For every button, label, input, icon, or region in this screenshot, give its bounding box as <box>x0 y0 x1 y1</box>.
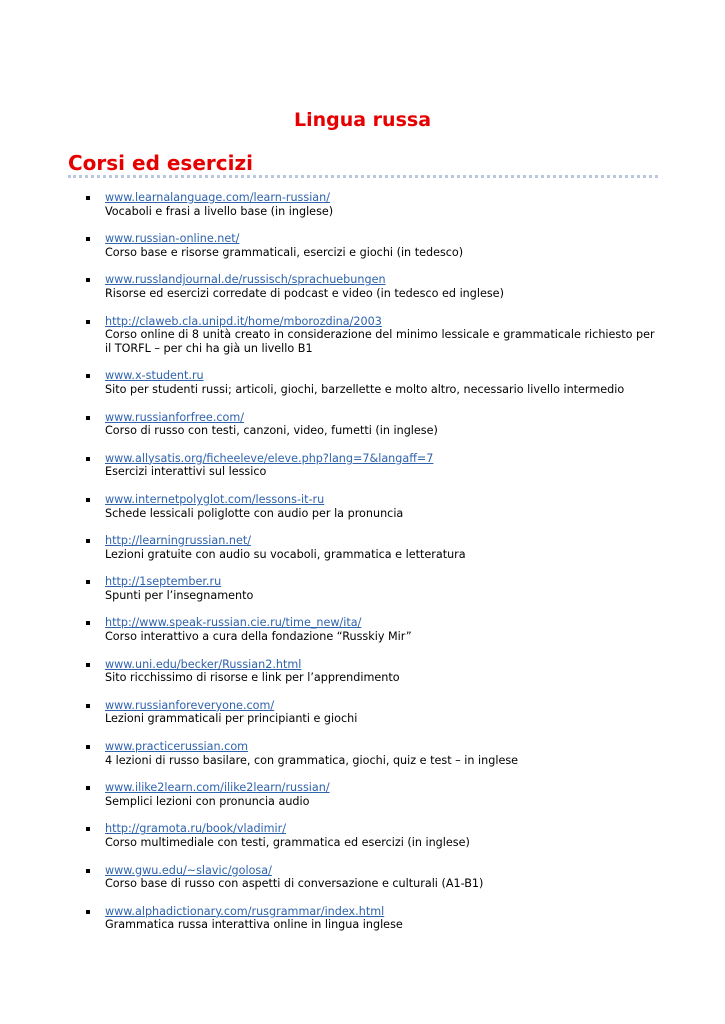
document-title: Lingua russa <box>293 109 432 131</box>
bullet-icon <box>86 663 90 667</box>
list-item <box>0 616 725 643</box>
list-item <box>0 191 725 218</box>
list-item <box>0 740 725 767</box>
bullet-icon <box>86 704 90 708</box>
resource-description: Corso online di 8 unità creato in considerazione del minimo lessicale e grammaticale richiesto per il TORFL – per chi ha già un livello B1 <box>105 328 655 355</box>
resource-description: Corso interattivo a cura della fondazione “Russkiy Mir” <box>105 630 412 644</box>
list-item <box>0 781 725 808</box>
bullet-icon <box>86 621 90 625</box>
section-heading: Corsi ed esercizi <box>68 151 253 175</box>
resource-description: Sito per studenti russi; articoli, giochi, barzellette e molto altro, necessario livello intermedio <box>105 382 625 396</box>
bullet-icon <box>86 786 90 790</box>
resource-link[interactable]: www.russlandjournal.de/russisch/sprachuebungen <box>105 273 386 287</box>
bullet-icon <box>86 498 90 502</box>
resource-link[interactable]: www.russianforfree.com/ <box>105 410 245 424</box>
bullet-icon <box>86 416 90 420</box>
list-item <box>0 411 725 438</box>
list-item <box>0 273 725 300</box>
list-item <box>0 452 725 479</box>
list-item <box>0 575 725 602</box>
bullet-icon <box>86 374 90 378</box>
bullet-icon <box>86 827 90 831</box>
list-item <box>0 905 725 932</box>
resource-description: 4 lezioni di russo basilare, con grammatica, giochi, quiz e test – in inglese <box>105 753 519 767</box>
list-item <box>0 315 725 356</box>
resource-list <box>0 191 725 946</box>
resource-description: Risorse ed esercizi corredate di podcast e video (in tedesco ed inglese) <box>105 286 504 300</box>
resource-link[interactable]: www.russian-online.net/ <box>105 232 240 246</box>
list-item <box>0 864 725 891</box>
resource-description: Lezioni gratuite con audio su vocaboli, grammatica e letteratura <box>105 547 466 561</box>
bullet-icon <box>86 196 90 200</box>
list-item <box>0 369 725 396</box>
resource-link[interactable]: www.russianforeveryone.com/ <box>105 698 275 712</box>
bullet-icon <box>86 278 90 282</box>
resource-link[interactable]: www.internetpolyglot.com/lessons-it-ru <box>105 492 325 506</box>
list-item <box>0 493 725 520</box>
list-item <box>0 658 725 685</box>
resource-link[interactable]: www.learnalanguage.com/learn-russian/ <box>105 191 331 204</box>
resource-link[interactable]: www.practicerussian.com <box>105 740 249 754</box>
resource-link[interactable]: http://1september.ru <box>105 575 222 589</box>
resource-link[interactable]: www.ilike2learn.com/ilike2learn/russian/ <box>105 781 330 795</box>
list-item <box>0 232 725 259</box>
resource-link[interactable]: www.x-student.ru <box>105 369 204 383</box>
resource-link[interactable]: www.allysatis.org/ficheeleve/eleve.php?lang=7&langaff=7 <box>105 451 434 465</box>
resource-description: Spunti per l’insegnamento <box>105 588 254 602</box>
resource-link[interactable]: http://claweb.cla.unipd.it/home/mborozdina/2003 <box>105 314 382 328</box>
bullet-icon <box>86 320 90 324</box>
resource-description: Vocaboli e frasi a livello base (in inglese) <box>105 204 334 218</box>
resource-link[interactable]: www.alphadictionary.com/rusgrammar/index.html <box>105 904 385 918</box>
bullet-icon <box>86 869 90 873</box>
resource-description: Corso base e risorse grammaticali, esercizi e giochi (in tedesco) <box>105 245 464 259</box>
bullet-icon <box>86 457 90 461</box>
resource-description: Sito ricchissimo di risorse e link per l’apprendimento <box>105 671 400 685</box>
bullet-icon <box>86 539 90 543</box>
bullet-icon <box>86 745 90 749</box>
resource-link[interactable]: http://www.speak-russian.cie.ru/time_new/ita/ <box>105 616 362 630</box>
bullet-icon <box>86 910 90 914</box>
resource-description: Corso base di russo con aspetti di conversazione e culturali (A1-B1) <box>105 877 484 891</box>
list-item <box>0 534 725 561</box>
resource-description: Schede lessicali poliglotte con audio per la pronuncia <box>105 506 404 520</box>
bullet-icon <box>86 237 90 241</box>
bullet-icon <box>86 580 90 584</box>
resource-link[interactable]: http://gramota.ru/book/vladimir/ <box>105 822 287 836</box>
resource-link[interactable]: www.uni.edu/becker/Russian2.html <box>105 657 302 671</box>
resource-description: Corso multimediale con testi, grammatica ed esercizi (in inglese) <box>105 836 470 849</box>
resource-description: Corso di russo con testi, canzoni, video, fumetti (in inglese) <box>105 424 438 438</box>
resource-description: Esercizi interattivi sul lessico <box>105 465 267 479</box>
list-item <box>0 822 725 849</box>
resource-link[interactable]: www.gwu.edu/~slavic/golosa/ <box>105 863 272 877</box>
resource-description: Semplici lezioni con pronuncia audio <box>105 794 310 808</box>
resource-description: Lezioni grammaticali per principianti e giochi <box>105 712 358 726</box>
list-item <box>0 699 725 726</box>
resource-description: Grammatica russa interattiva online in lingua inglese <box>105 918 403 932</box>
section-divider <box>68 175 658 178</box>
resource-link[interactable]: http://learningrussian.net/ <box>105 534 251 548</box>
